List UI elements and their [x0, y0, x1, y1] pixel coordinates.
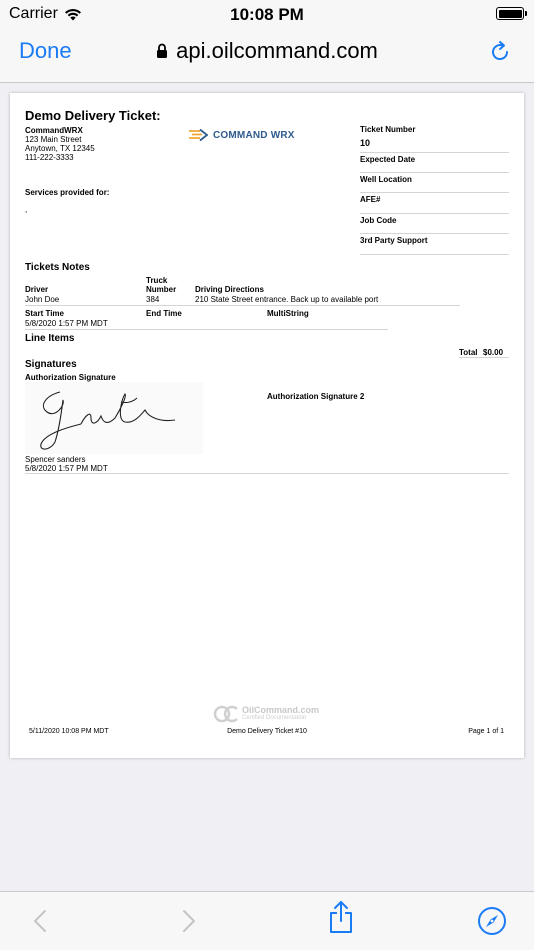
- signed-date: 5/8/2020 1:57 PM MDT: [25, 464, 108, 473]
- oilcommand-logo-icon: [213, 705, 239, 723]
- chevron-left-icon: [33, 909, 47, 933]
- truck-label-2: Number: [146, 285, 177, 294]
- driving-directions-label: Driving Directions: [195, 285, 264, 294]
- footer-page-number: Page 1 of 1: [468, 728, 504, 735]
- company-name: CommandWRX: [25, 126, 83, 135]
- job-code-label: Job Code: [360, 216, 397, 225]
- start-time-value: 5/8/2020 1:57 PM MDT: [25, 319, 108, 328]
- done-button[interactable]: Done: [19, 38, 72, 63]
- signatures-heading: Signatures: [25, 359, 77, 370]
- divider: [360, 172, 509, 173]
- driver-label: Driver: [25, 285, 49, 294]
- carrier-label: Carrier: [9, 5, 58, 22]
- watermark-line-1: OilCommand.com: [242, 705, 320, 715]
- auth-signature-2-label: Authorization Signature 2: [267, 392, 365, 401]
- end-time-label: End Time: [146, 309, 182, 318]
- directions-value: 210 State Street entrance. Back up to available port: [195, 295, 379, 304]
- truck-value: 384: [146, 295, 160, 304]
- signature-image: [25, 382, 203, 454]
- reload-icon[interactable]: [488, 40, 512, 64]
- divider: [360, 192, 509, 193]
- start-time-label: Start Time: [25, 309, 64, 318]
- lock-icon: [156, 43, 168, 59]
- back-button[interactable]: [25, 906, 55, 936]
- footer-timestamp: 5/11/2020 10:08 PM MDT: [29, 728, 109, 735]
- truck-label-1: Truck: [146, 276, 168, 285]
- divider: [25, 305, 460, 306]
- ticket-page: [10, 93, 524, 758]
- divider: [25, 329, 388, 330]
- ticket-number-value: 10: [360, 138, 371, 148]
- share-button[interactable]: [326, 902, 356, 932]
- total-label: Total: [459, 348, 478, 357]
- afe-label: AFE#: [360, 195, 381, 204]
- multistring-label: MultiString: [267, 309, 309, 318]
- company-phone: 111-222-3333: [25, 153, 74, 162]
- ticket-title: Demo Delivery Ticket:: [25, 108, 161, 123]
- footer-doc-name: Demo Delivery Ticket #10: [227, 728, 307, 735]
- browser-nav-bar: [0, 28, 534, 83]
- logo-mark-icon: [188, 128, 208, 142]
- well-location-label: Well Location: [360, 175, 412, 184]
- compass-icon: [477, 906, 507, 936]
- company-address-1: 123 Main Street: [25, 135, 82, 144]
- divider: [360, 254, 509, 255]
- document-view[interactable]: [0, 84, 534, 890]
- company-logo: [188, 128, 295, 142]
- line-items-heading: Line Items: [25, 333, 75, 344]
- tickets-notes-heading: Tickets Notes: [25, 262, 90, 273]
- url-text: api.oilcommand.com: [176, 38, 378, 63]
- status-time: 10:08 PM: [230, 5, 304, 24]
- chevron-right-icon: [182, 909, 196, 933]
- watermark-line-2: Certified Documentation: [242, 715, 307, 721]
- divider: [360, 152, 509, 153]
- services-label: Services provided for:: [25, 188, 110, 197]
- safari-button[interactable]: [477, 906, 507, 936]
- services-value: ,: [25, 205, 28, 214]
- divider: [459, 357, 509, 358]
- oilcommand-watermark: [213, 705, 319, 723]
- logo-text: COMMAND WRX: [213, 129, 295, 141]
- url-bar[interactable]: [0, 38, 534, 64]
- signer-name: Spencer sanders: [25, 455, 86, 464]
- driver-value: John Doe: [25, 295, 60, 304]
- total-value: $0.00: [483, 348, 504, 357]
- expected-date-label: Expected Date: [360, 155, 416, 164]
- browser-toolbar: [0, 891, 534, 950]
- share-icon: [328, 900, 354, 934]
- company-address-2: Anytown, TX 12345: [25, 144, 95, 153]
- battery-icon: [496, 7, 524, 20]
- divider: [360, 233, 509, 234]
- forward-button[interactable]: [174, 906, 204, 936]
- status-bar: [0, 0, 534, 28]
- auth-signature-label: Authorization Signature: [25, 373, 116, 382]
- third-party-label: 3rd Party Support: [360, 236, 428, 245]
- ticket-number-label: Ticket Number: [360, 125, 416, 134]
- divider: [25, 473, 509, 474]
- divider: [360, 213, 509, 214]
